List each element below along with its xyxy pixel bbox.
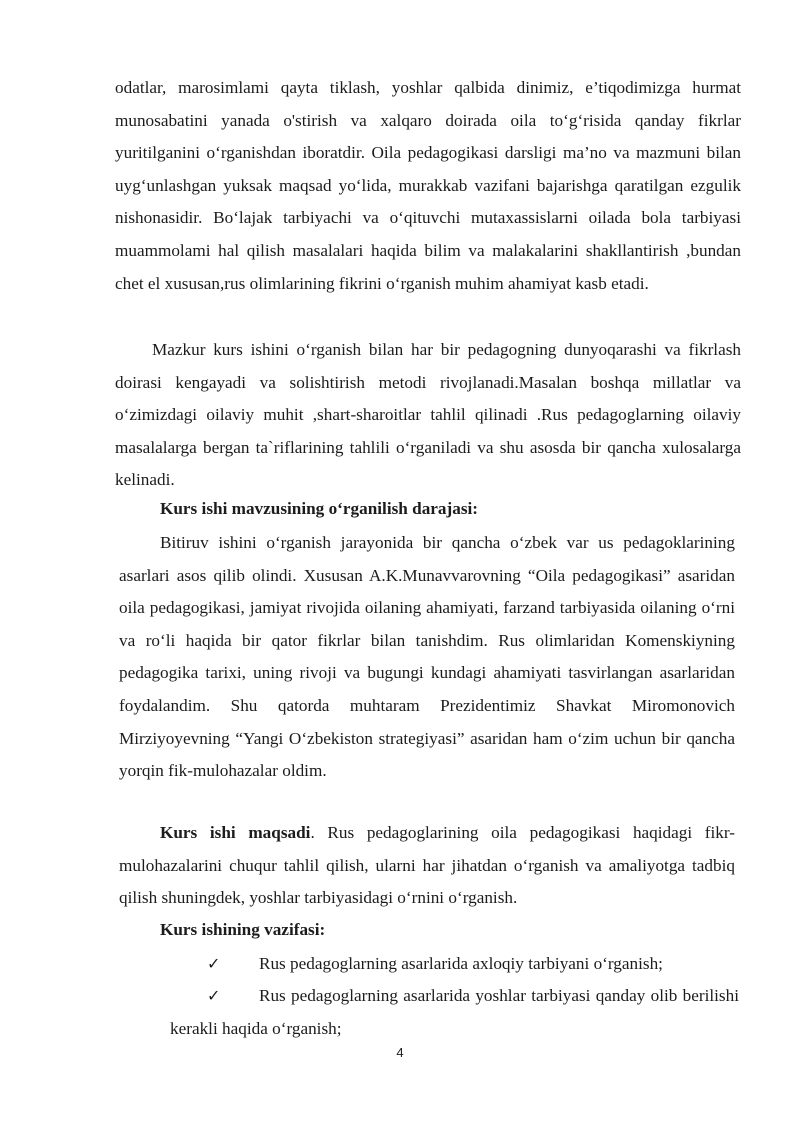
tasks-heading: Kurs ishining vazifasi: [160,920,326,939]
page-number: 4 [396,1045,404,1060]
checkmark-icon: ✓ [207,954,221,973]
goal-text: . Rus pedagoglarining oila pedagogikasi haqidagi fikr-mulohazalarini chuqur tahlil qilish, ularni har jihatdan o‘rganish va amaliyotga tadbiq qilish shuningdek, yoshlar tarbiyasidagi o‘rnini o‘rganish. [119,823,735,908]
study-level-paragraph: Bitiruv ishini o‘rganish jarayonida bir qancha o‘zbek var us pedagoklarining asarlari asos qilib olindi. Xususan A.K.Munavvarovning “Oila pedagogikasi” asaridan oila pedagogikasi, jamiyat rivojida oilaning ahamiyati, farzand tarbiyasida oilaning o‘rni va ro‘li haqida bir qator fikrlar bilan tanishdim. Rus olimlaridan Komenskiyning pedagogika tarixi, uning rivoji va bugungi kundagi ahamiyati tasvirlangan asarlaridan foydalandim. Shu qatorda muhtaram Prezidentimiz Shavkat Miromonovich Mirziyoyevning “Yangi O‘zbekiston strategiyasi” asaridan ham o‘zim uchun bir qancha yorqin fik-mulohazalar oldim. [119,533,735,781]
goal-paragraph [119,817,735,915]
task-item: Rus pedagoglarning asarlarida axloqiy tarbiyani o‘rganish; [259,954,663,973]
course-work-paragraph: Mazkur kurs ishini o‘rganish bilan har bir pedagogning dunyoqarashi va fikrlash doirasi kengayadi va solishtirish metodi rivojlanadi.Masalan boshqa millatlar va o‘zimizdagi oilaviy muhit ,shart-sharoitlar tahlil qilinadi .Rus pedagoglarning oilaviy masalalarga bergan ta`riflarining tahlili o‘rganiladi va shu asosda bir qancha xulosalarga kelinadi. [115,340,741,490]
intro-paragraph: odatlar, marosimlami qayta tiklash, yoshlar qalbida dinimiz, e’tiqodimizga hurmat munosabatini yanada o'stirish va xalqaro doirada oila to‘g‘risida qanday fikrlar yuritilganini o‘rganishdan iboratdir. Oila pedagogikasi darsligi ma’no va mazmuni bilan uyg‘unlashgan yuksak maqsad yo‘lida, murakkab vazifani bajarishga qaratilgan ezgulik nishonasidir. Bo‘lajak tarbiyachi va o‘qituvchi mutaxassislarni oilada bola tarbiyasi muammolami hal qilish masalalari haqida bilim va malakalarini shakllantirish ,bundan chet el xususan,rus olimlarining fikrini o‘rganish muhim ahamiyat kasb etadi. [115,78,741,293]
task-item: Rus pedagoglarning asarlarida yoshlar tarbiyasi qanday olib berilishi kerakli haqida o‘rganish; [170,986,739,1038]
study-level-heading: Kurs ishi mavzusining o‘rganilish darajasi: [160,499,479,518]
goal-label: Kurs ishi maqsadi [160,823,311,842]
checkmark-icon: ✓ [207,986,221,1005]
